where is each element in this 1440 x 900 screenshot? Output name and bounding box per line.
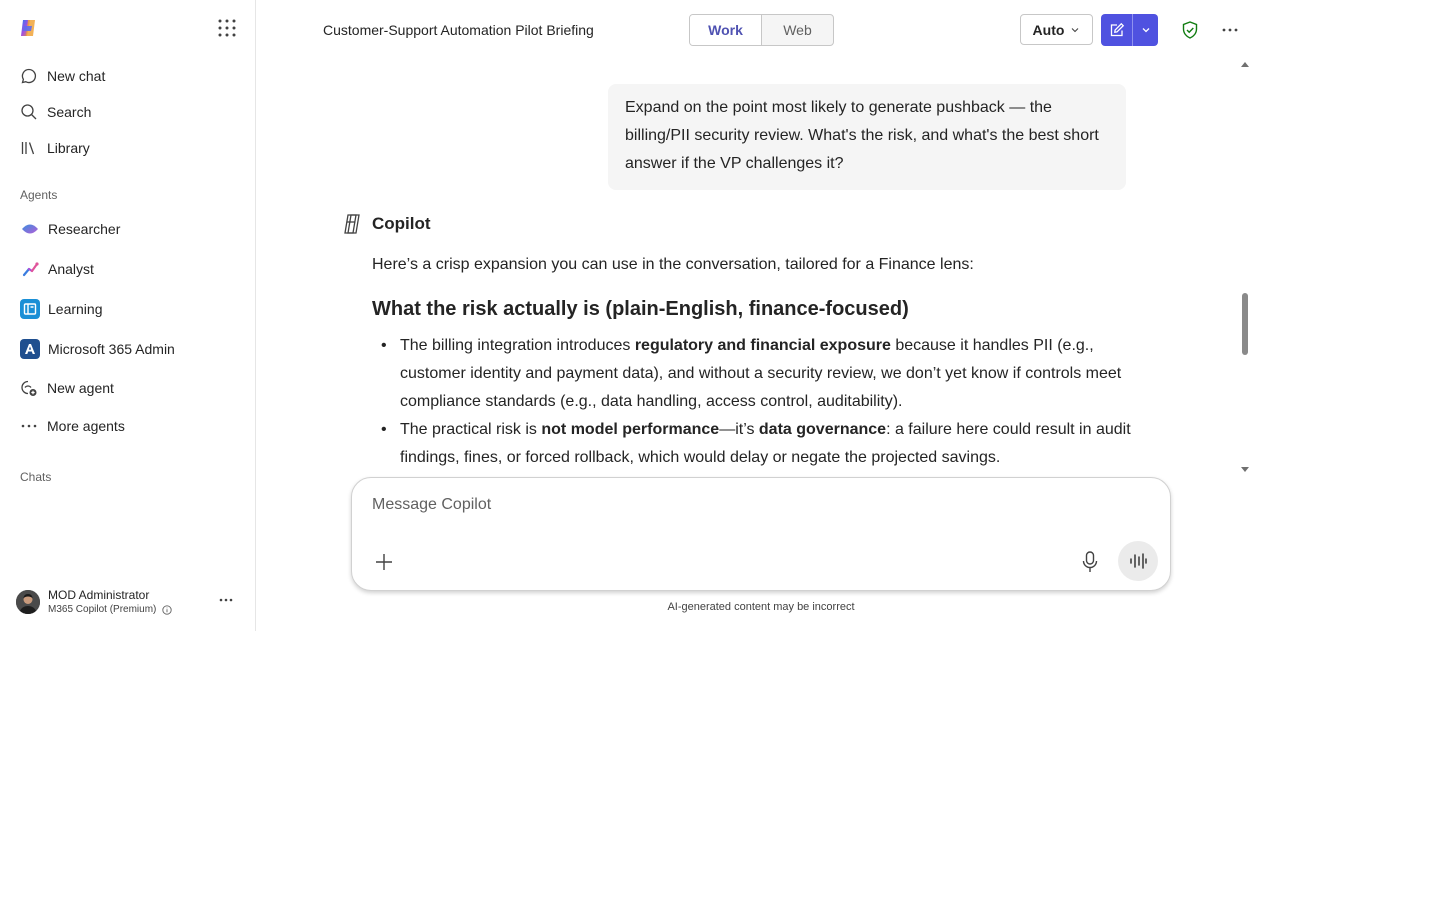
search-button[interactable] xyxy=(0,94,255,130)
new-agent-button[interactable] xyxy=(0,370,255,406)
scroll-down-arrow[interactable] xyxy=(1241,467,1249,472)
user-more-button[interactable] xyxy=(218,592,234,611)
user-message: Expand on the point most likely to generate pushback — the billing/PII security review. What's the risk, and what's the best short answer if the VP challenges it? xyxy=(608,84,1126,190)
message-input[interactable] xyxy=(372,496,1072,514)
agent-analyst-label: Analyst xyxy=(48,261,94,277)
avatar xyxy=(16,590,40,614)
chats-section-label: Chats xyxy=(20,470,52,484)
more-icon xyxy=(218,592,234,608)
list-item xyxy=(372,416,1132,472)
agent-m365-admin-label: Microsoft 365 Admin xyxy=(48,341,175,357)
compose-button[interactable] xyxy=(1101,14,1133,46)
chat-scrollbar[interactable] xyxy=(1240,60,1250,475)
compose-icon xyxy=(1109,22,1125,38)
more-options-icon[interactable] xyxy=(1220,20,1240,40)
new-chat-split-button xyxy=(1101,14,1158,46)
chat-icon xyxy=(20,67,38,85)
bullet-text: : a failure here could result in audit findings, fines, or forced rollback, which would delay or negate the projected savings. xyxy=(400,421,1131,466)
admin-icon xyxy=(20,339,40,359)
compose-dropdown-button[interactable] xyxy=(1133,14,1158,46)
new-agent-label: New agent xyxy=(47,380,114,396)
copilot-icon xyxy=(340,212,364,236)
library-icon xyxy=(20,139,38,157)
copilot-logo[interactable] xyxy=(18,18,38,38)
user-plan-text: M365 Copilot (Premium) xyxy=(48,604,157,615)
analyst-icon xyxy=(20,259,40,279)
shield-check-icon[interactable] xyxy=(1180,20,1200,40)
more-icon xyxy=(20,417,38,435)
work-tab[interactable]: Work xyxy=(690,15,762,45)
assistant-name: Copilot xyxy=(372,214,431,233)
bullet-text: —it’s xyxy=(719,421,759,438)
response-intro: Here’s a crisp expansion you can use in the conversation, tailored for a Finance lens: xyxy=(372,256,974,273)
researcher-icon xyxy=(20,219,40,239)
scroll-thumb[interactable] xyxy=(1242,293,1248,355)
agent-learning[interactable] xyxy=(0,291,255,327)
new-chat-button[interactable] xyxy=(0,58,255,94)
assistant-header xyxy=(340,212,431,236)
bullet-bold: data governance xyxy=(758,421,887,438)
new-agent-icon xyxy=(20,379,38,397)
microphone-icon[interactable] xyxy=(1080,550,1100,574)
ai-disclaimer: AI-generated content may be incorrect xyxy=(667,601,855,613)
message-composer xyxy=(351,477,1171,591)
response-heading: What the risk actually is (plain-English, finance-focused) xyxy=(372,298,909,320)
bullet-bold: not model performance xyxy=(541,421,720,438)
chevron-down-icon xyxy=(1141,25,1151,35)
bullet-bold: regulatory and financial exposure xyxy=(634,337,891,354)
voice-waveform-icon xyxy=(1128,551,1148,571)
agent-learning-label: Learning xyxy=(48,301,103,317)
bullet-text: because it handles PII (e.g., customer identity and payment data), and without a security review, we don’t yet know if controls meet compliance standards (e.g., data handling, access control, auditability). xyxy=(400,337,1122,410)
user-name: MOD Administrator xyxy=(48,588,150,602)
agent-m365-admin[interactable] xyxy=(0,331,255,367)
user-plan xyxy=(48,604,172,615)
bullet-text: The practical risk is xyxy=(400,421,542,438)
conversation-title[interactable]: Customer-Support Automation Pilot Briefing xyxy=(323,22,594,38)
agent-analyst[interactable] xyxy=(0,251,255,287)
voice-mode-button[interactable] xyxy=(1118,541,1158,581)
model-selector-label: Auto xyxy=(1032,21,1065,38)
search-icon xyxy=(20,103,38,121)
app-launcher-icon[interactable] xyxy=(217,18,237,38)
sidebar xyxy=(0,0,256,631)
work-web-toggle xyxy=(689,14,834,46)
web-tab[interactable]: Web xyxy=(783,22,812,38)
agent-researcher[interactable] xyxy=(0,211,255,247)
agent-researcher-label: Researcher xyxy=(48,221,121,237)
add-attachment-icon[interactable] xyxy=(374,552,394,572)
learning-icon xyxy=(20,299,40,319)
bullet-text: The billing integration introduces xyxy=(400,337,635,354)
new-chat-label: New chat xyxy=(47,68,106,84)
model-selector-button[interactable] xyxy=(1020,14,1093,45)
scroll-up-arrow[interactable] xyxy=(1241,62,1249,67)
more-agents-button[interactable] xyxy=(0,408,255,444)
conversation-area xyxy=(256,60,1250,475)
response-bullets xyxy=(372,332,1132,472)
list-item xyxy=(372,332,1132,416)
info-icon[interactable] xyxy=(162,605,172,615)
chevron-down-icon xyxy=(1070,25,1080,35)
user-profile[interactable] xyxy=(16,588,246,618)
more-agents-label: More agents xyxy=(47,418,125,434)
agents-section-label: Agents xyxy=(20,188,58,202)
library-button[interactable] xyxy=(0,130,255,166)
search-label: Search xyxy=(47,104,92,120)
library-label: Library xyxy=(47,140,90,156)
